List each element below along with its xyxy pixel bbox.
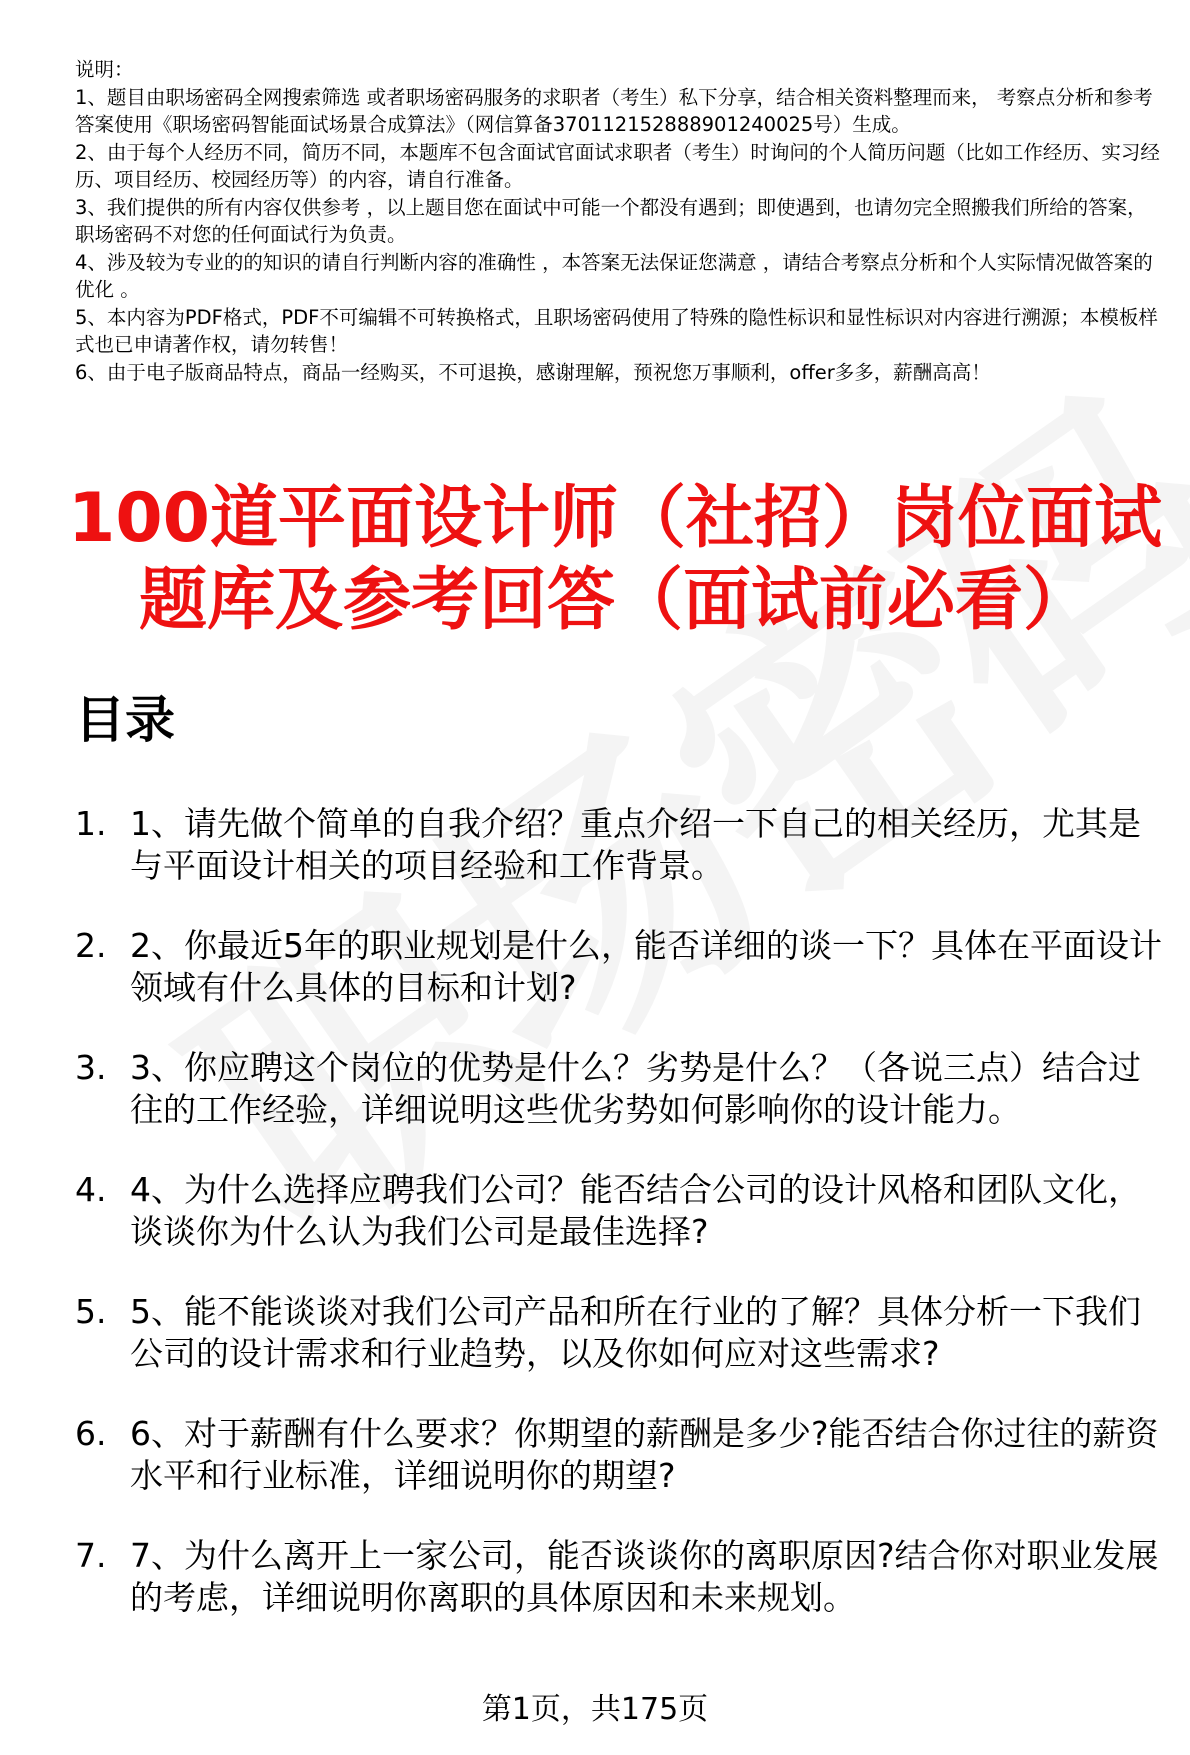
toc-item-text: 7、为什么离开上一家公司，能否谈谈你的离职原因?结合你对职业发展的考虑，详细说明你离职的具体原因和未来规划。 [130, 1536, 1159, 1617]
toc-item[interactable] [75, 1169, 1165, 1253]
toc-item[interactable] [75, 1047, 1165, 1131]
toc-item-number: 3. [75, 1048, 107, 1087]
toc-item-number: 5. [75, 1292, 107, 1331]
notice-heading: 说明： [75, 58, 134, 81]
notice-item: 2、由于每个人经历不同，简历不同，本题库不包含面试官面试求职者（考生）时询问的个人简历问题（比如工作经历、实习经历、项目经历、校园经历等）的内容，请自行准备。 [75, 140, 1160, 191]
toc-heading: 目录 [75, 691, 175, 749]
toc-item-text: 4、为什么选择应聘我们公司？能否结合公司的设计风格和团队文化，谈谈你为什么认为我们公司是最佳选择? [130, 1170, 1141, 1251]
toc-item-number: 7. [75, 1536, 107, 1575]
toc-item[interactable] [75, 1291, 1165, 1375]
toc-item[interactable] [75, 925, 1165, 1009]
toc-item-number: 1. [75, 804, 107, 843]
toc-item[interactable] [75, 1535, 1165, 1619]
toc-item-text: 1、请先做个简单的自我介绍？重点介绍一下自己的相关经历，尤其是与平面设计相关的项目经验和工作背景。 [130, 804, 1141, 885]
toc-item[interactable] [75, 1413, 1165, 1497]
toc-item-number: 6. [75, 1414, 107, 1453]
document-title: 100道平面设计师（社招）岗位面试题库及参考回答（面试前必看） [68, 479, 1162, 640]
toc-item-text: 3、你应聘这个岗位的优势是什么？劣势是什么？（各说三点）结合过往的工作经验，详细说明这些优劣势如何影响你的设计能力。 [130, 1048, 1141, 1129]
toc-item-number: 2. [75, 926, 107, 965]
notice-item: 4、涉及较为专业的的知识的请自行判断内容的准确性 ，本答案无法保证您满意 ，请结合考察点分析和个人实际情况做答案的优化 。 [75, 250, 1153, 301]
toc-item-number: 4. [75, 1170, 107, 1209]
toc-item[interactable] [75, 803, 1165, 887]
toc-item-text: 6、对于薪酬有什么要求？你期望的薪酬是多少?能否结合你过往的薪资水平和行业标准，详细说明你的期望? [130, 1414, 1159, 1495]
notice-item: 5、本内容为PDF格式，PDF不可编辑不可转换格式，且职场密码使用了特殊的隐性标识和显性标识对内容进行溯源；本模板样式也已申请著作权，请勿转售！ [75, 305, 1158, 356]
toc-list [75, 803, 1165, 1657]
page-footer: 第1页，共175页 [481, 1692, 709, 1727]
notice-item: 6、由于电子版商品特点，商品一经购买，不可退换，感谢理解，预祝您万事顺利，offer多多，薪酬高高！ [75, 360, 991, 384]
notice-section [75, 56, 1165, 386]
notice-item: 3、我们提供的所有内容仅供参考 ，以上题目您在面试中可能一个都没有遇到；即使遇到，也请勿完全照搬我们所给的答案，职场密码不对您的任何面试行为负责。 [75, 195, 1147, 246]
toc-item-text: 2、你最近5年的职业规划是什么，能否详细的谈一下？具体在平面设计领域有什么具体的目标和计划? [130, 926, 1162, 1007]
notice-item: 1、题目由职场密码全网搜索筛选 或者职场密码服务的求职者（考生）私下分享，结合相关资料整理而来， 考察点分析和参考答案使用《职场密码智能面试场景合成算法》（网信算备370112152888901240025号）生成。 [75, 85, 1153, 136]
toc-item-text: 5、能不能谈谈对我们公司产品和所在行业的了解？具体分析一下我们公司的设计需求和行业趋势，以及你如何应对这些需求? [130, 1292, 1141, 1373]
